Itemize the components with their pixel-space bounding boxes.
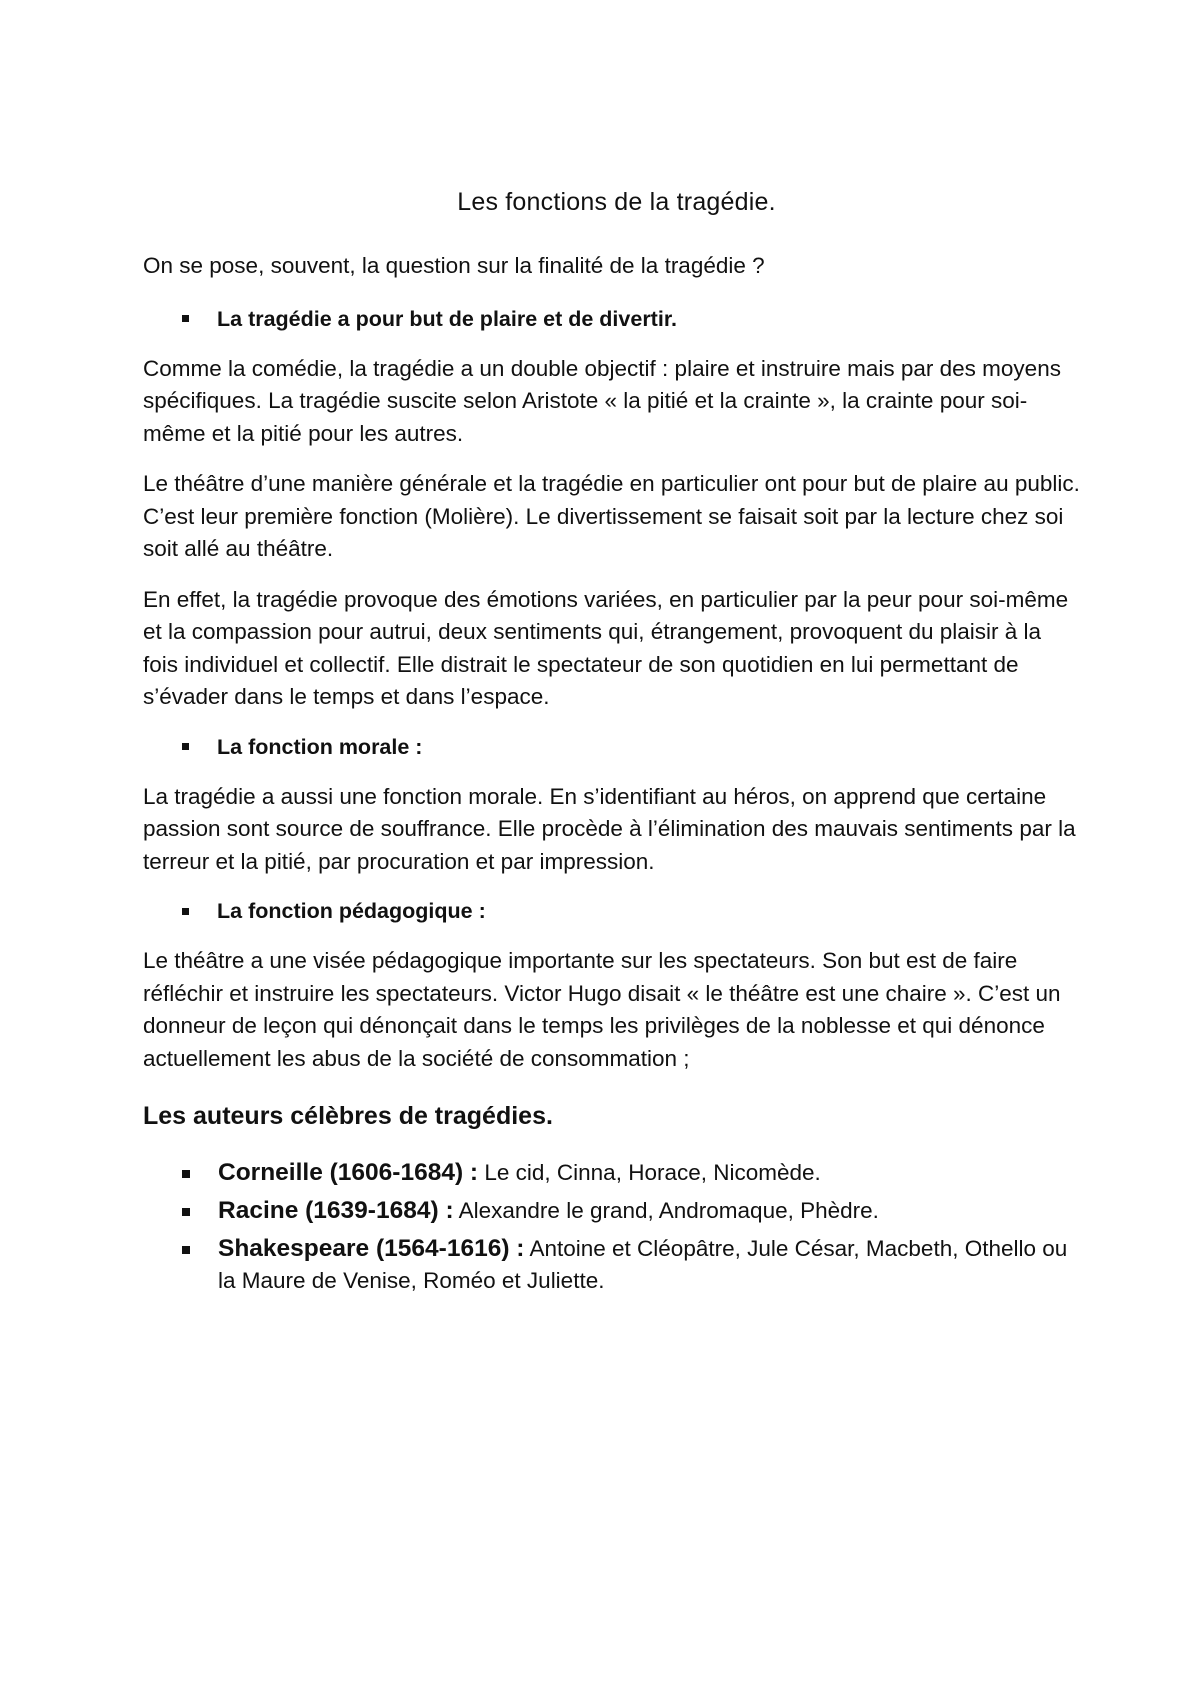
- author-name: Racine (1639-1684) :: [218, 1197, 454, 1224]
- square-bullet-icon: [182, 1246, 190, 1254]
- section-heading-morale: [182, 732, 1080, 762]
- list-item: [182, 1157, 1080, 1189]
- paragraph: Le théâtre d’une manière générale et la tragédie en particulier ont pour but de plaire au public. C’est leur première fonction (Molière). Le divertissement se faisait soit par la lecture chez soi soit allé au théâtre.: [143, 471, 1080, 561]
- author-name: Shakespeare (1564-1616) :: [218, 1235, 525, 1262]
- paragraph: En effet, la tragédie provoque des émotions variées, en particulier par la peur pour soi-même et la compassion pour autrui, deux sentiments qui, étrangement, provoquent du plaisir à la fois individuel et collectif. Elle distrait le spectateur de son quotidien en lui permettant de s’évader dans le temps et dans l’espace.: [143, 586, 1069, 709]
- square-bullet-icon: [182, 1208, 190, 1216]
- paragraph: La tragédie a aussi une fonction morale. En s’identifiant au héros, on apprend que certaine passion sont source de souffrance. Elle procède à l’élimination des mauvais sentiments par la terreur et la pitié, par procuration et par impression.: [143, 783, 1076, 874]
- square-bullet-icon: [182, 315, 189, 322]
- square-bullet-icon: [182, 1170, 190, 1178]
- authors-title: Les auteurs célèbres de tragédies.: [143, 1102, 553, 1130]
- section-heading-text: La fonction morale :: [217, 734, 423, 759]
- section-heading-text: La tragédie a pour but de plaire et de divertir.: [217, 306, 677, 331]
- section-heading-text: La fonction pédagogique :: [217, 899, 486, 923]
- author-works: Le cid, Cinna, Horace, Nicomède.: [484, 1160, 821, 1185]
- section-heading-plaire: [182, 304, 1080, 334]
- list-item: [182, 1195, 1080, 1227]
- section-heading-pedagogique: [182, 896, 1080, 926]
- intro-paragraph: On se pose, souvent, la question sur la finalité de la tragédie ?: [143, 253, 765, 278]
- author-works: Alexandre le grand, Andromaque, Phèdre.: [458, 1198, 879, 1223]
- author-works: Antoine et Cléopâtre, Jule César, Macbeth, Othello ou la Maure de Venise, Roméo et Juliette.: [218, 1236, 1068, 1293]
- authors-list: [143, 1157, 1080, 1297]
- square-bullet-icon: [182, 908, 189, 915]
- author-name: Corneille (1606-1684) :: [218, 1159, 479, 1186]
- paragraph: Le théâtre a une visée pédagogique importante sur les spectateurs. Son but est de faire réfléchir et instruire les spectateurs. Victor Hugo disait « le théâtre est une chaire ». C’est un donneur de leçon qui dénonçait dans le temps les privilèges de la noblesse et qui dénonce actuellement les abus de la société de consommation ;: [143, 948, 1061, 1071]
- page-title: Les fonctions de la tragédie.: [457, 188, 776, 216]
- list-item: [182, 1233, 1080, 1297]
- square-bullet-icon: [182, 743, 189, 750]
- paragraph: Comme la comédie, la tragédie a un double objectif : plaire et instruire mais par des moyens spécifiques. La tragédie suscite selon Aristote « la pitié et la crainte », la crainte pour soi-même et la pitié pour les autres.: [143, 355, 1061, 446]
